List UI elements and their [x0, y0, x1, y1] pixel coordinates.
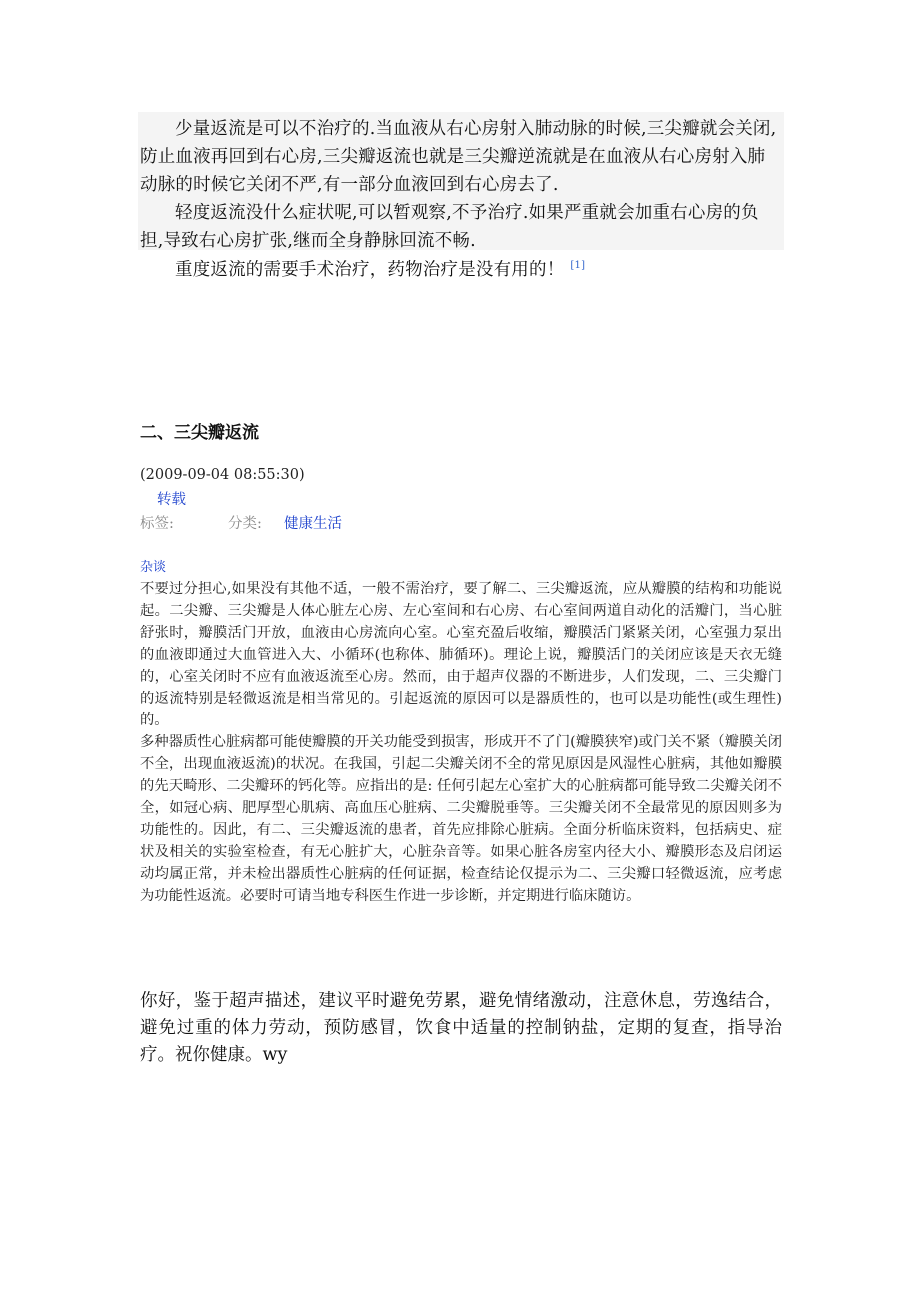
body-paragraph-1: 不要过分担心,如果没有其他不适，一般不需治疗，要了解二、三尖瓣返流，应从瓣膜的结构和功能说起。二尖瓣、三尖瓣是人体心脏左心房、左心室间和右心房、右心室间两道自动化的活瓣门，当心脏舒张时，瓣膜活门开放，血液由心房流向心室。心室充盈后收缩，瓣膜活门紧紧关闭，心室强力泵出的血液即通过大血管进入大、小循环(也称体、肺循环)。理论上说，瓣膜活门的关闭应该是天衣无缝的，心室关闭时不应有血液返流至心房。然而，由于超声仪器的不断进步，人们发现，二、三尖瓣门的返流特别是轻微返流是相当常见的。引起返流的原因可以是器质性的，也可以是功能性(或生理性)的。 — [140, 581, 782, 729]
section-title: 二、三尖瓣返流 — [140, 423, 259, 443]
reference-link[interactable]: [1] — [570, 260, 586, 271]
category-label: 分类: — [228, 516, 262, 532]
misc-tag-link[interactable]: 杂谈 — [140, 560, 167, 575]
post-date: (2009-09-04 08:55:30) — [140, 467, 305, 483]
article-body — [140, 579, 782, 908]
paragraph-severe-regurgitation — [140, 252, 780, 284]
paragraph-moderate-regurgitation: 轻度返流没什么症状呢,可以暂观察,不予治疗.如果严重就会加重右心房的负担,导致右心房扩张,继而全身静脉回流不畅. — [140, 203, 759, 251]
doctor-reply: 你好，鉴于超声描述，建议平时避免劳累，避免情绪激动，注意休息，劳逸结合，避免过重的体力劳动，预防感冒，饮食中适量的控制钠盐，定期的复查，指导治疗。祝你健康。wy — [140, 991, 782, 1065]
body-paragraph-2: 多种器质性心脏病都可能使瓣膜的开关功能受到损害，形成开不了门(瓣膜狭窄)或门关不紧（瓣膜关闭不全，出现血液返流)的状况。在我国，引起二尖瓣关闭不全的常见原因是风湿性心脏病，其他如瓣膜的先天畸形、二尖瓣环的钙化等。应指出的是: 任何引起左心室扩大的心脏病都可能导致二尖瓣关闭不全，如冠心病、肥厚型心肌病、高血压心脏病、二尖瓣脱垂等。三尖瓣关闭不全最常见的原因则多为功能性的。因此，有二、三尖瓣返流的患者，首先应排除心脏病。全面分析临床资料，包括病史、症状及相关的实验室检查，有无心脏扩大，心脏杂音等。如果心脏各房室内径大小、瓣膜形态及启闭运动均属正常，并未检出器质性心脏病的任何证据，检查结论仅提示为二、三尖瓣口轻微返流，应考虑为功能性返流。必要时可请当地专科医生作进一步诊断，并定期进行临床随访。 — [140, 734, 782, 904]
tag-label: 标签: — [140, 516, 174, 532]
severe-text: 重度返流的需要手术治疗，药物治疗是没有用的！ — [175, 259, 565, 280]
paragraph-mild-regurgitation: 少量返流是可以不治疗的.当血液从右心房射入肺动脉的时候,三尖瓣就会关闭,防止血液再回到右心房,三尖瓣返流也就是三尖瓣逆流就是在血液从右心房射入肺动脉的时候它关闭不严,有一部分血液回到右心房去了. — [140, 119, 777, 195]
repost-link[interactable]: 转载 — [157, 492, 186, 508]
category-link[interactable]: 健康生活 — [284, 516, 342, 532]
